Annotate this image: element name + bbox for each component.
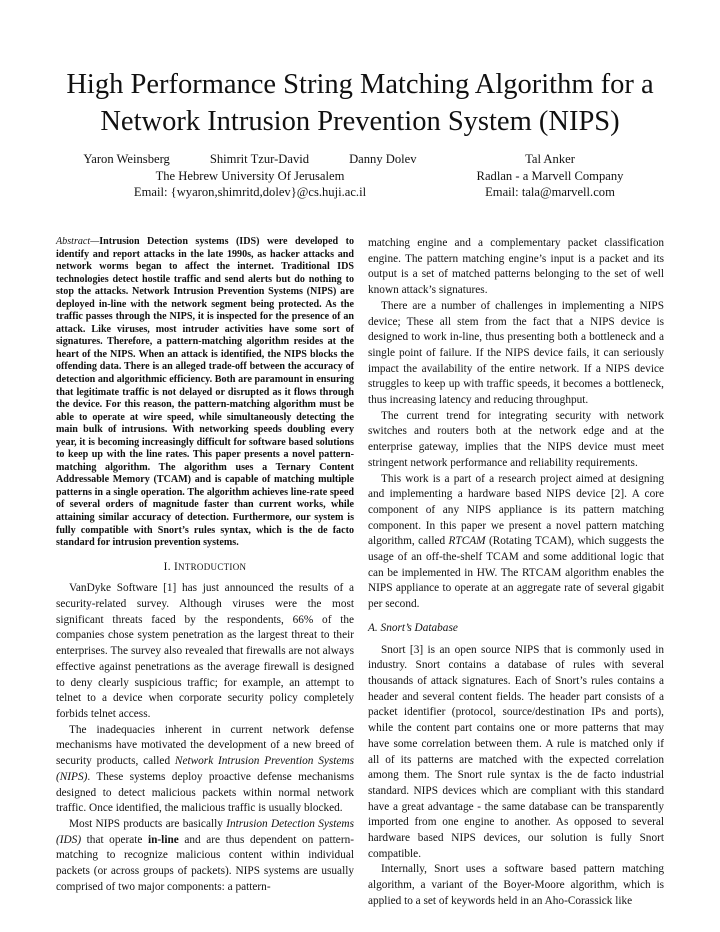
author-name: Shimrit Tzur-David [209,152,310,166]
subsection-heading: A. Snort’s Database [368,621,458,634]
institution-left: The Hebrew University Of Jerusalem [155,168,345,183]
section-heading-introduction [56,560,354,576]
paragraph [56,817,354,896]
paragraph: matching engine and a complementary packet classification engine. The pattern matching engine’s input is a packet and its output is a set of matched patterns belonging to the set of well known attack’s signatures. [368,237,664,297]
text-run: This work is a part of a research project aimed at designing and implementing a hardware based NIPS device [2]. A core component of any NIPS appliance is its pattern matching component. In this paper we present a novel pattern matching algorithm, called [368,472,664,548]
abstract-label: Abstract [56,236,91,247]
title-line-1: High Performance String Matching Algorithm for a [66,69,654,100]
abstract-text: Intrusion Detection systems (IDS) were developed to identify and report attacks in the late 1990s, as hacker attacks and network worms began to affect the internet. Traditional IDS technologies detect hostile traffic and send alerts but do nothing to stop the attacks. Network Intrusion Prevention Systems (NIPS) are deployed in-line with the network segment being protected. As the traffic passes through the NIPS, it is inspected for the presence of an attack. Like viruses, most intruder activities have some sort of signatures. Therefore, a pattern-matching algorithm resides at the heart of the NIPS. When an attack is identified, the NIPS blocks the offending data. There is an alleged trade-off between the accuracy of detection and algorithmic efficiency. Both are paramount in ensuring that legitimate traffic is not delayed or disrupted as it flows through the device. For this reason, the pattern-matching algorithm must be able to operate at wire speed, while simultaneously detecting the main bulk of intrusions. With networking speeds doubling every year, it is becoming increasingly difficult for software based solutions to keep up with the line rates. This paper presents a novel pattern-matching algorithm. The algorithm uses a Ternary Content Addressable Memory (TCAM) and is capable of matching multiple patterns in a single operation. The algorithm achieves line-rate speed of several orders of magnitude faster than current works, while attaining similar accuracy of detection. Furthermore, our system is fully compatible with Snort’s rules syntax, which is the de facto standard for intrusion prevention systems. [56,236,354,549]
affiliation-right [430,151,670,201]
section-title-rest: NTRODUCTION [178,561,247,572]
paragraph: Snort [3] is an open source NIPS that is commonly used in industry. Snort contains a database of rules with several thousands of attack signatures. Each of Snort’s rules contains a header and several content fields. The header part consists of a packet identifier (protocol, source/destination IPs and ports), while the content part contains one or more patterns that may have some correlation between them. A rule is matched only if all of its patterns are matched with the expected correlation among them. The Snort rule syntax is the de facto industrial standard. NIPS devices which are compliant with this standard have a great advantage - the same database can be transparently imported from one engine to another. As opposed to several hardware based NIPS devices, our solution is fully Snort compatible. [368,643,664,860]
affiliation-left [60,151,440,201]
email-right: Email: tala@marvell.com [485,185,615,199]
text-run: that operate [81,833,148,846]
abstract-dash: — [90,236,100,247]
title-line-2: Network Intrusion Prevention System (NIPS) [100,106,620,137]
bold-term: in-line [148,833,179,846]
paper-title [40,66,680,140]
paragraph: VanDyke Software [1] has just announced the results of a security-related survey. Although viruses were the most significant threats faced by the respondents, 66% of the companies chose system penetration as the largest threat to their enterprises. The survey also revealed that firewalls are not always effective against penetrations as the average firewall is designed to deny clearly suspicious traffic; for example, an attempt to telnet to a device when corporate security policy completely forbids telnet access. [56,582,354,720]
section-number: I. [163,560,171,573]
paragraph: Internally, Snort uses a software based pattern matching algorithm, a variant of the Boyer-Moore algorithm, which is applied to a set of keywords held in an Aho-Corassick like [368,863,664,907]
section-title-initial: I [173,560,179,573]
text-run: The inadequacies inherent in current network defense mechanisms have motivated the development of a new breed of security products, called [56,723,354,768]
paragraph [368,472,664,613]
institution-right: Radlan - a Marvell Company [476,168,624,183]
author-name: Danny Dolev [349,152,417,166]
paragraph [56,723,354,817]
author-name: Yaron Weinsberg [83,152,170,166]
text-run: and are thus dependent on pattern-matching to recognize malicious content within individual packets (or across groups of packets). NIPS systems are usually comprised of two major components: a pattern- [56,833,354,893]
paragraph: The current trend for integrating security with network switches and routers both at the network edge and at the enterprise gateway, implies that the NIPS device must meet stringent network performance and reliability requirements. [368,409,664,469]
left-column [56,236,354,895]
text-run: (Rotating TCAM), which suggests the usage of an off-the-shelf TCAM and some additional logic that can be implemented in HW. The RTCAM algorithm enables the NIPS appliance to operate at an aggregate rate of several gigabit per second. [368,535,664,611]
text-run: Most NIPS products are basically [69,817,227,830]
text-run: . These systems deploy proactive defense mechanisms designed to detect malicious packets within normal network traffic. Once identified, the malicious traffic is usually blocked. [56,770,354,815]
paragraph: There are a number of challenges in implementing a NIPS device; These all stem from the fact that a NIPS device is designed to work in-line, thus presenting both a bottleneck and a single point of failure. If the NIPS device fails, it can seriously impact the availability of the entire network. If a NIPS device struggles to keep up with traffic speeds, it becomes a bottleneck, thus increasing latency and reducing throughput. [368,299,664,407]
emphasis-term: Intrusion Detection Systems (IDS) [56,817,354,846]
author-name: Tal Anker [525,152,575,166]
emphasis-term: Network Intrusion Prevention Systems (NIPS) [56,755,354,783]
abstract [56,236,354,550]
email-left: Email: {wyaron,shimritd,dolev}@cs.huji.ac.il [133,185,367,199]
author-names-left [60,151,440,168]
emphasis-term: RTCAM [448,535,486,548]
right-column [368,236,664,910]
